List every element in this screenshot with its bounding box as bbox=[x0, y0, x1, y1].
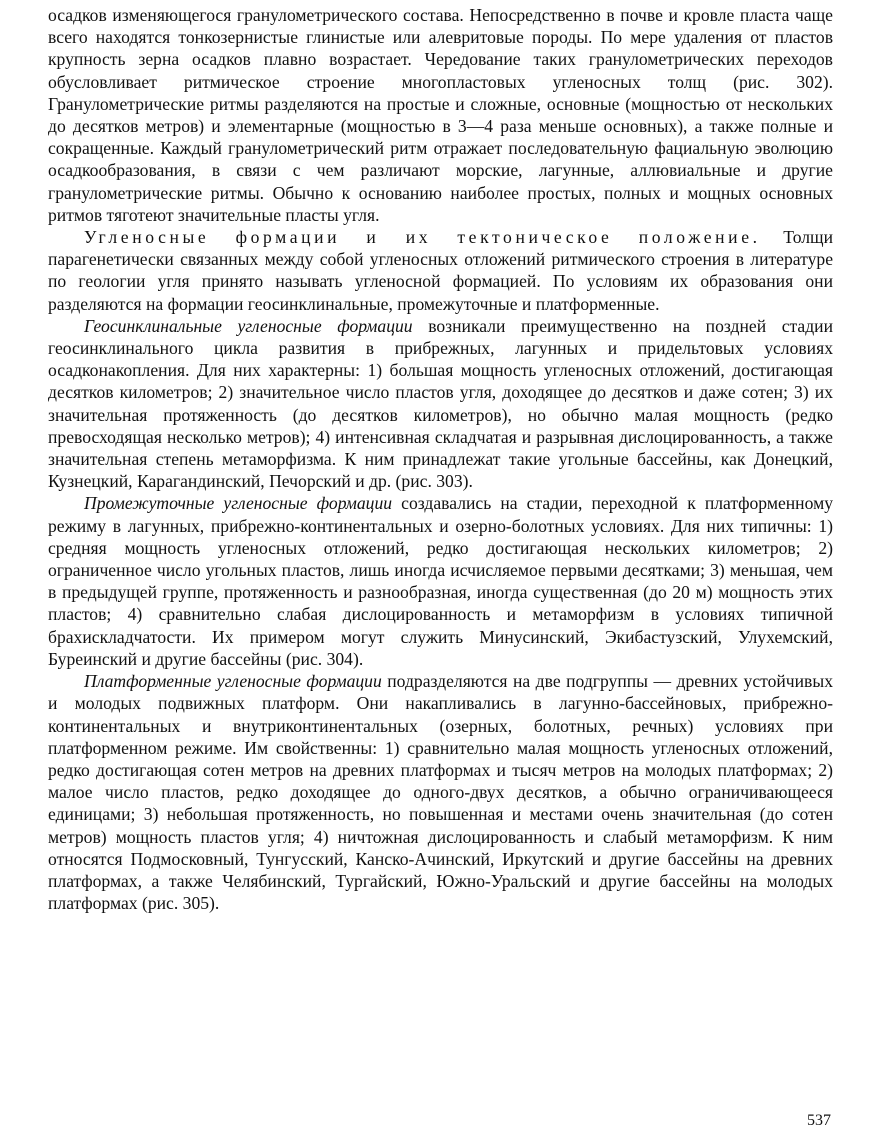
paragraph-geosynclinal bbox=[48, 315, 833, 493]
paragraph-body: создавались на стадии, переходной к платформенному режиму в лагунных, прибрежно-континентальных и озерно-болотных условиях. Для них типичны: 1) средняя мощность угленосных отложений, редко достигающая нескольких километров; 2) ограниченное число угольных пластов, лишь иногда исчисляемое первыми десятками; 3) меньшая, чем в предыдущей группе, протяженность и разнообразная, иногда существенная (до 20 м) мощность этих пластов; 4) сравнительно слабая дислоцированность и метаморфизм в условиях типичной брахискладчатости. Их примером могут служить Минусинский, Экибастузский, Улухемский, Буреинский и другие бассейны (рис. 304). bbox=[48, 493, 833, 669]
italic-term: Геосинклинальные угленосные формации bbox=[84, 315, 413, 336]
paragraph-platform bbox=[48, 670, 833, 914]
paragraph-coal-formations bbox=[48, 226, 833, 315]
italic-term: Платформенные угленосные формации bbox=[84, 671, 382, 692]
paragraph-body: Толщи парагенетически связанных между собой угленосных отложений ритмического строения в литературе по геологии угля принято называть угленосной формацией. По условиям их образования они разделяются на формации геосинклинальные, промежуточные и платформенные. bbox=[48, 227, 833, 314]
italic-term: Промежуточные угленосные формации bbox=[84, 493, 393, 514]
paragraph-granulometric-rhythms: осадков изменяющегося гранулометрического состава. Непосредственно в почве и кровле пласта чаще всего находятся тонкозернистые глинистые или алевритовые породы. По мере удаления от пластов крупность зерна осадков плавно возрастает. Чередование таких гранулометрических переходов обусловливает ритмическое строение многопластовых угленосных толщ (рис. 302). Гранулометрические ритмы разделяются на простые и сложные, основные (мощностью от нескольких до десятков метров) и элементарные (мощностью в 3—4 раза меньше основных), а также полные и сокращенные. Каждый гранулометрический ритм отражает последовательную фациальную эволюцию осадкообразования, в связи с чем различают морские, лагунные, аллювиальные и другие гранулометрические ритмы. Обычно к основанию наиболее простых, полных и мощных основных ритмов тяготеют значительные пласты угля. bbox=[48, 5, 833, 225]
section-heading: Угленосные формации и их тектоническое положение. bbox=[84, 227, 761, 248]
paragraph-body: возникали преимущественно на поздней стадии геосинклинального цикла развития в прибрежных, лагунных и придельтовых условиях осадконакопления. Для них характерны: 1) большая мощность угленосных отложений, достигающая десятков километров; 2) значительное число пластов угля, доходящее до десятков и даже сотен; 3) их значительная протяженность (до десятков километров), но обычно малая мощность (редко превосходящая несколько метров); 4) интенсивная складчатая и разрывная дислоцированность, а также значительная степень метаморфизма. К ним принадлежат такие угольные бассейны, как Донецкий, Кузнецкий, Карагандинский, Печорский и др. (рис. 303). bbox=[48, 315, 833, 492]
page-number: 537 bbox=[807, 1112, 831, 1129]
paragraph-intermediate bbox=[48, 492, 833, 670]
paragraph-body: подразделяются на две подгруппы — древних устойчивых и молодых подвижных платформ. Они накапливались в лагунно-бассейновых, прибрежно-континентальных и внутриконтинентальных (озерных, болотных, речных) условиях при платформенном режиме. Им свойственны: 1) сравнительно малая мощность угленосных отложений, редко достигающая сотен метров на древних платформах и тысяч метров на молодых платформах; 2) малое число пластов, редко доходящее до одного-двух десятков, а обычно ограничивающееся единицами; 3) небольшая протяженность, но повышенная и местами очень значительная (до сотен метров) мощность пластов угля; 4) ничтожная дислоцированность и слабый метаморфизм. К ним относятся Подмосковный, Тунгусский, Канско-Ачинский, Иркутский и другие бассейны на древних платформах, а также Челябинский, Тургайский, Южно-Уральский и другие бассейны на молодых платформах (рис. 305). bbox=[48, 671, 833, 914]
